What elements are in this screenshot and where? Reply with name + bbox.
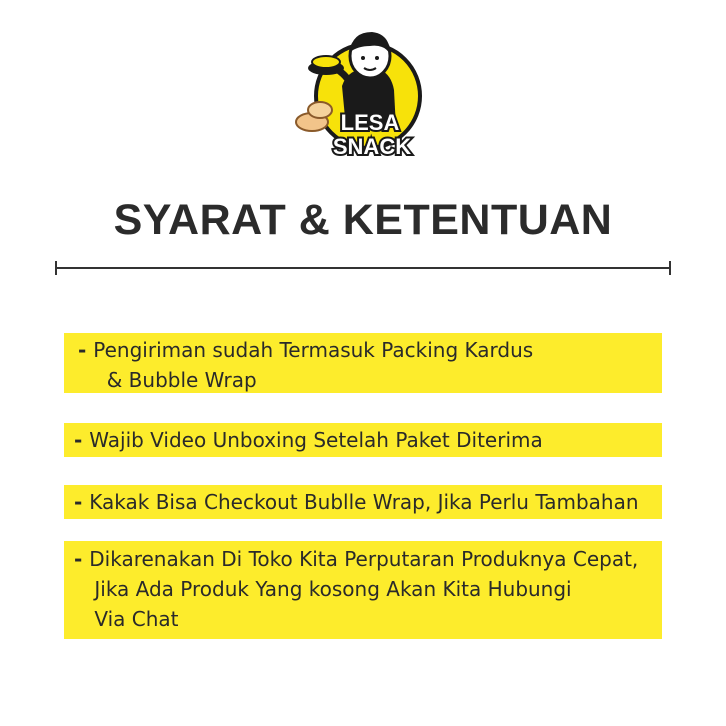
logo-text-line2: SNACK (332, 134, 412, 159)
term-text: Wajib Video Unboxing Setelah Paket Diterima (89, 428, 543, 452)
term-text: Jika Ada Produk Yang kosong Akan Kita Hubungi (88, 577, 572, 601)
title-divider (55, 258, 671, 278)
logo-text-line1: LESA (340, 110, 400, 135)
term-text: Kakak Bisa Checkout Bublle Wrap, Jika Perlu Tambahan (89, 490, 639, 514)
term-text: & Bubble Wrap (94, 368, 257, 392)
term-text: Dikarenakan Di Toko Kita Perputaran Produknya Cepat, (89, 547, 639, 571)
term-item-bubble-wrap: - Kakak Bisa Checkout Bublle Wrap, Jika Perlu Tambahan (64, 485, 662, 519)
term-item-stock: - Dikarenakan Di Toko Kita Perputaran Produknya Cepat, Jika Ada Produk Yang kosong Akan Kita Hubungi Via Chat (64, 541, 662, 639)
lesa-snack-logo (290, 18, 430, 168)
term-item-packing: - Pengiriman sudah Termasuk Packing Kardus & Bubble Wrap (64, 333, 662, 393)
page-title: SYARAT & KETENTUAN (113, 196, 613, 244)
term-text: Pengiriman sudah Termasuk Packing Kardus (93, 338, 534, 362)
term-text: Via Chat (88, 607, 179, 631)
term-item-unboxing: - Wajib Video Unboxing Setelah Paket Diterima (64, 423, 662, 457)
logo-mascot-icon (290, 18, 430, 168)
